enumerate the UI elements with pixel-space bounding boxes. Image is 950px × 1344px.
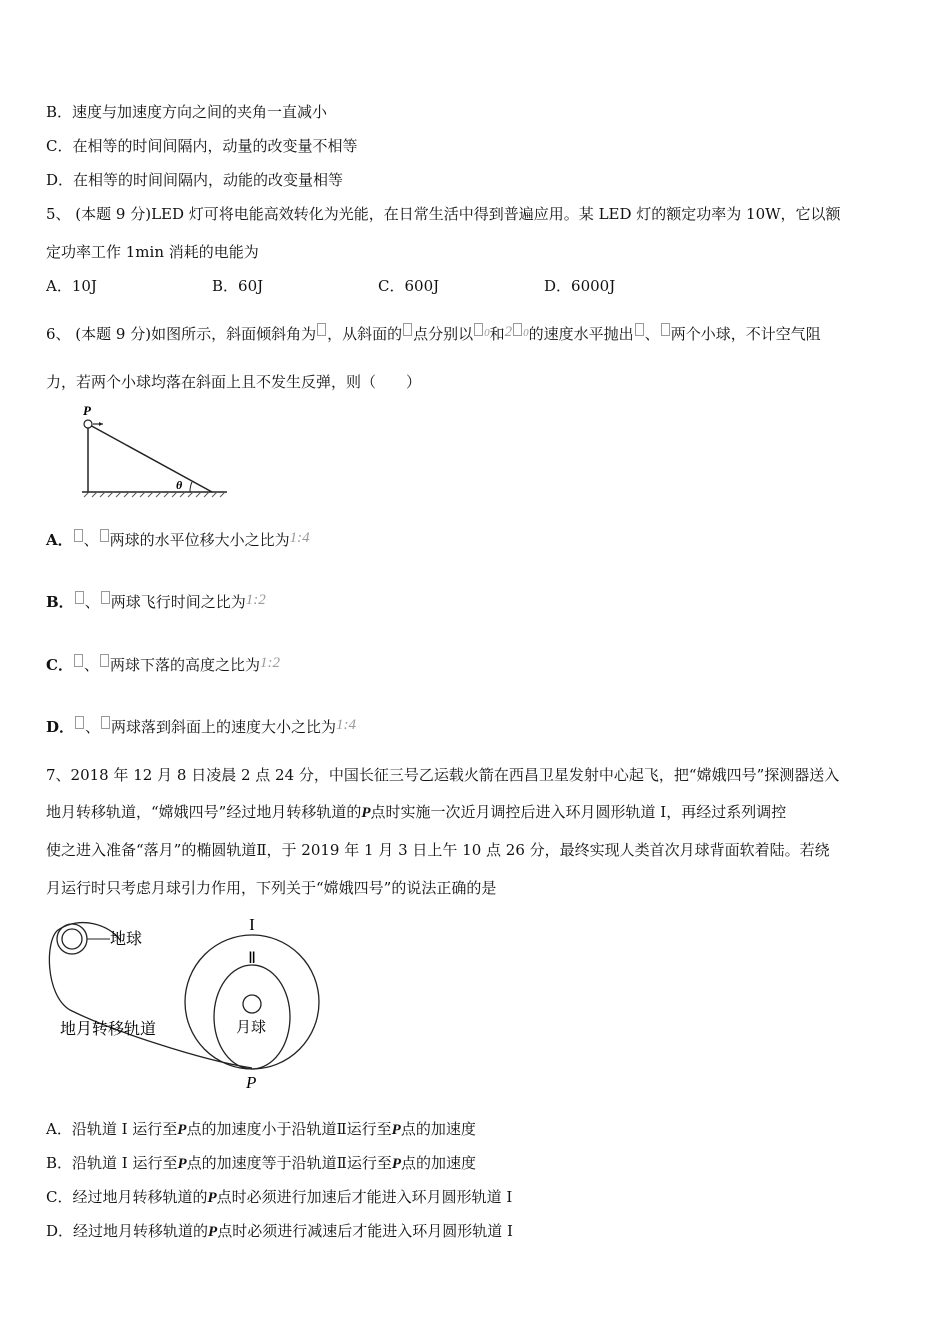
- incline-surface: [88, 424, 212, 492]
- missing-glyph-icon: [100, 529, 109, 542]
- option-letter: C．: [46, 656, 73, 674]
- orbit-figure: [40, 910, 340, 1095]
- option-text: 两球下落的高度之比为: [109, 656, 260, 674]
- earth-inner-icon: [62, 929, 82, 949]
- missing-glyph-icon: [101, 591, 110, 604]
- missing-glyph-icon: [100, 654, 109, 667]
- missing-glyph-icon: [75, 716, 84, 729]
- q7-stem-line2: [46, 802, 786, 823]
- q6-sep: 、: [644, 325, 660, 343]
- q6-stem-part1: 6、 (本题 9 分)如图所示，斜面倾斜角为: [46, 325, 317, 343]
- point-p: P: [361, 805, 371, 821]
- option-letter: D．: [46, 718, 75, 736]
- missing-glyph-icon: [101, 716, 110, 729]
- earth-label: 地球: [110, 931, 143, 948]
- option-text: 点时必须进行加速后才能进入环月圆形轨道 I: [216, 1188, 513, 1206]
- q5-options: [46, 276, 710, 296]
- q5-stem-line2: 定功率工作 1min 消耗的电能为: [46, 243, 259, 261]
- q6-option-c: [46, 653, 280, 675]
- option-text: 点时必须进行减速后才能进入环月圆形轨道 I: [217, 1222, 513, 1240]
- missing-glyph-icon: [635, 323, 644, 336]
- q4-option-d: D．在相等的时间间隔内，动能的改变量相等: [46, 171, 344, 189]
- q5-option-b: B．60J: [212, 277, 264, 295]
- q7-option-a: [46, 1119, 476, 1140]
- q6-stem-part2: ，从斜面的: [327, 325, 403, 343]
- q6-option-d: [46, 715, 356, 737]
- q6-stem-part3: 点分别以: [413, 325, 474, 343]
- option-text: 点的加速度: [401, 1154, 477, 1172]
- missing-glyph-icon: [75, 591, 84, 604]
- option-text: 点的加速度等于沿轨道Ⅱ运行至: [186, 1154, 392, 1172]
- moon-label: 月球: [236, 1020, 267, 1036]
- option-text: 两球的水平位移大小之比为: [109, 531, 290, 549]
- option-text: B．沿轨道 I 运行至: [46, 1154, 178, 1172]
- missing-glyph-icon: [403, 323, 412, 336]
- angle-label: θ: [176, 478, 183, 492]
- q6-option-a: [46, 528, 310, 550]
- q7-option-b: [46, 1153, 476, 1174]
- q7-stem-line1: 7、2018 年 12 月 8 日凌晨 2 点 24 分，中国长征三号乙运载火箭在西昌卫星发射中心起飞，把“嫦娥四号”探测器送入: [46, 766, 840, 784]
- missing-glyph-icon: [513, 323, 522, 336]
- option-text: 两球落到斜面上的速度大小之比为: [111, 718, 337, 736]
- angle-arc: [190, 482, 192, 492]
- q6-two: 2: [504, 324, 513, 340]
- option-text: 点的加速度小于沿轨道Ⅱ运行至: [186, 1120, 392, 1138]
- incline-figure: [72, 402, 232, 502]
- point-p: P: [177, 1156, 187, 1172]
- option-sep: 、: [83, 531, 99, 549]
- point-p: P: [391, 1122, 401, 1138]
- option-text: 点的加速度: [400, 1120, 476, 1138]
- missing-glyph-icon: [74, 654, 83, 667]
- option-text: D．经过地月转移轨道的: [46, 1222, 209, 1240]
- point-p: P: [391, 1156, 402, 1172]
- transfer-orbit-label: 地月转移轨道: [60, 1021, 157, 1038]
- q6-v0-subscript: 0: [484, 327, 490, 339]
- option-ratio: 1:4: [289, 530, 310, 546]
- moon-icon: [243, 995, 261, 1013]
- q7-stem-line2a: 地月转移轨道，“嫦娥四号”经过地月转移轨道的: [46, 803, 362, 821]
- option-letter: A．: [46, 531, 73, 549]
- option-letter: B．: [46, 593, 74, 611]
- option-sep: 、: [84, 593, 100, 611]
- q6-and: 和: [489, 325, 505, 343]
- ball-icon: [84, 420, 92, 428]
- missing-glyph-icon: [474, 323, 483, 336]
- missing-glyph-icon: [661, 323, 670, 336]
- missing-glyph-icon: [317, 323, 326, 336]
- orbit-i-label: I: [249, 915, 255, 934]
- option-ratio: 1:2: [259, 655, 280, 671]
- point-p: P: [207, 1190, 217, 1206]
- q6-option-b: [46, 590, 266, 612]
- option-sep: 、: [83, 656, 99, 674]
- elliptical-orbit-ii: [214, 965, 290, 1069]
- option-sep: 、: [85, 718, 101, 736]
- q5-option-c: C．600J: [378, 277, 440, 295]
- q7-stem-line3: 使之进入准备“落月”的椭圆轨道Ⅱ，于 2019 年 1 月 3 日上午 10 点 26 分，最终实现人类首次月球背面软着陆。若绕: [46, 841, 830, 859]
- point-p: P: [177, 1122, 187, 1138]
- q5-option-d: D．6000J: [544, 277, 616, 295]
- q4-option-b: B．速度与加速度方向之间的夹角一直减小: [46, 103, 328, 121]
- q6-stem-line2: 力，若两个小球均落在斜面上且不发生反弹，则（ ）: [46, 373, 422, 391]
- q6-stem-line1: [46, 322, 821, 344]
- q5-stem-line1: 5、 (本题 9 分)LED 灯可将电能高效转化为光能，在日常生活中得到普遍应用。某 LED 灯的额定功率为 10W，它以额: [46, 205, 841, 223]
- q4-option-c: C．在相等的时间间隔内，动量的改变量不相等: [46, 137, 358, 155]
- point-p-label: P: [246, 1073, 257, 1092]
- orbit-ii-label: Ⅱ: [248, 950, 256, 967]
- q7-stem-line4: 月运行时只考虑月球引力作用，下列关于“嫦娥四号”的说法正确的是: [46, 879, 497, 897]
- missing-glyph-icon: [74, 529, 83, 542]
- q7-stem-line2b: 点时实施一次近月调控后进入环月圆形轨道 I，再经过系列调控: [370, 803, 787, 821]
- option-text: 两球飞行时间之比为: [110, 593, 246, 611]
- option-text: C．经过地月转移轨道的: [46, 1188, 208, 1206]
- q6-stem-part4: 的速度水平抛出: [528, 325, 634, 343]
- q7-option-c: [46, 1187, 512, 1208]
- q6-v0-subscript-2: 0: [523, 327, 529, 339]
- q7-option-d: [46, 1221, 513, 1242]
- option-ratio: 1:2: [245, 592, 266, 608]
- option-ratio: 1:4: [336, 717, 357, 733]
- point-label: P: [83, 403, 91, 418]
- q5-option-a: A．10J: [46, 277, 97, 295]
- option-text: A．沿轨道 I 运行至: [46, 1120, 178, 1138]
- arrow-head-icon: [99, 422, 103, 426]
- q6-stem-part5: 两个小球，不计空气阻: [670, 325, 821, 343]
- point-p: P: [208, 1224, 218, 1240]
